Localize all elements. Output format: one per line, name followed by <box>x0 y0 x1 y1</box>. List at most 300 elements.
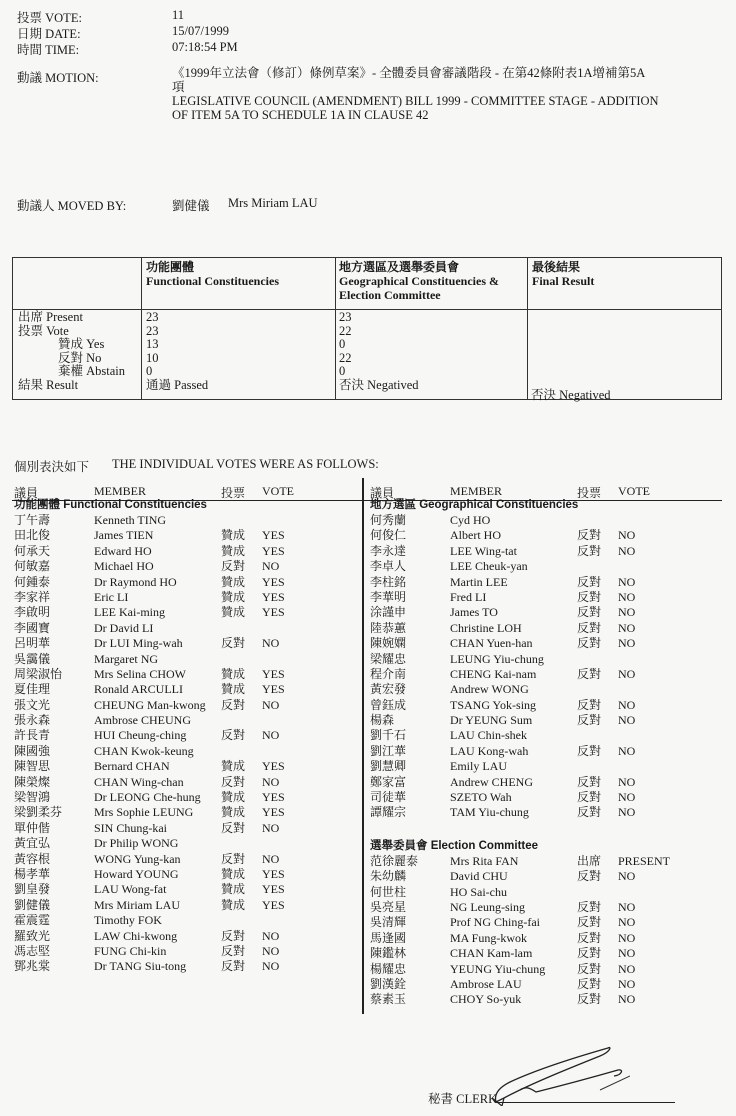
functional-result: 通過 Passed <box>146 377 209 392</box>
member-name-cn: 張文光 <box>14 697 51 712</box>
table-header-divider <box>13 309 721 310</box>
member-vote-row <box>370 728 730 743</box>
member-name-en: HO Sai-chu <box>450 884 507 899</box>
vote-cn: 贊成 <box>221 897 246 912</box>
member-vote-row <box>370 652 730 667</box>
vote-en: NO <box>618 946 636 961</box>
member-name-en: TSANG Yok-sing <box>450 697 537 712</box>
member-name-en: James TO <box>450 605 498 620</box>
member-vote-row <box>14 744 354 759</box>
vote-cn: 反對 <box>221 928 246 943</box>
member-name-cn: 吳清輝 <box>370 915 407 930</box>
member-name-cn: 張永森 <box>14 713 51 728</box>
member-name-cn: 程介南 <box>370 666 407 681</box>
member-vote-row <box>14 790 354 805</box>
vote-en: NO <box>618 790 636 805</box>
member-vote-row <box>14 544 354 559</box>
member-name-cn: 梁劉柔芬 <box>14 805 63 820</box>
member-name-en: YEUNG Yiu-chung <box>450 961 546 976</box>
member-name-cn: 黃宏發 <box>370 682 407 697</box>
vote-cn: 反對 <box>577 805 602 820</box>
vote-label: 投票 VOTE: <box>17 11 82 25</box>
member-name-en: SIN Chung-kai <box>94 820 167 835</box>
clerk-signature-icon <box>490 1040 630 1106</box>
member-vote-row <box>14 852 354 867</box>
vote-cn: 反對 <box>577 915 602 930</box>
geographical-vote-list <box>370 484 730 1008</box>
member-name-en: James TIEN <box>94 528 154 543</box>
member-name-en: Dr LUI Ming-wah <box>94 636 183 651</box>
member-name-en: Mrs Rita FAN <box>450 853 519 868</box>
member-name-cn: 譚耀宗 <box>370 805 407 820</box>
row-label-no: 反對 No <box>58 350 102 365</box>
member-vote-row <box>14 959 354 974</box>
vote-en: NO <box>262 728 280 743</box>
member-name-cn: 霍震霆 <box>14 913 51 928</box>
member-vote-row <box>14 621 354 636</box>
member-vote-row <box>14 528 354 543</box>
vote-en: NO <box>262 959 280 974</box>
member-vote-row <box>370 667 730 682</box>
member-vote-row <box>370 869 730 884</box>
member-name-cn: 司徒華 <box>370 790 407 805</box>
date-value: 15/07/1999 <box>172 24 229 38</box>
vote-cn: 反對 <box>577 666 602 681</box>
member-name-en: Dr TANG Siu-tong <box>94 959 187 974</box>
member-name-en: Dr Raymond HO <box>94 574 177 589</box>
member-name-en: Ambrose CHEUNG <box>94 713 191 728</box>
member-name-en: LAU Wong-fat <box>94 882 167 897</box>
moved-by-label: 動議人 MOVED BY: <box>17 199 127 213</box>
member-name-cn: 何世柱 <box>370 884 407 899</box>
vote-cn: 贊成 <box>221 790 246 805</box>
vote-en: NO <box>618 930 636 945</box>
member-vote-row <box>370 992 730 1007</box>
vote-cn: 反對 <box>577 697 602 712</box>
member-vote-row <box>14 605 354 620</box>
member-name-en: SZETO Wah <box>450 790 512 805</box>
member-name-cn: 田北俊 <box>14 528 51 543</box>
member-name-cn: 劉千石 <box>370 728 407 743</box>
member-name-en: Dr LEONG Che-hung <box>94 790 201 805</box>
member-name-cn: 馮志堅 <box>14 943 51 958</box>
vote-en: YES <box>262 897 285 912</box>
vote-cn: 贊成 <box>221 682 246 697</box>
vote-en: YES <box>262 682 285 697</box>
motion-en-line1: LEGISLATIVE COUNCIL (AMENDMENT) BILL 1999 - COMMITTEE STAGE - ADDITION <box>172 94 659 108</box>
member-vote-row <box>14 575 354 590</box>
member-name-cn: 陳婉嫻 <box>370 636 407 651</box>
vote-en: NO <box>618 899 636 914</box>
vote-en: NO <box>618 915 636 930</box>
vote-en: YES <box>262 589 285 604</box>
member-name-en: HUI Cheung-ching <box>94 728 187 743</box>
member-name-cn: 楊耀忠 <box>370 961 407 976</box>
member-vote-row <box>14 805 354 820</box>
functional-vote-list <box>14 484 354 975</box>
member-vote-row <box>14 559 354 574</box>
member-name-en: Fred LI <box>450 589 487 604</box>
member-name-cn: 何敏嘉 <box>14 559 51 574</box>
member-name-cn: 李永達 <box>370 543 407 558</box>
member-name-en: CHAN Wing-chan <box>94 774 184 789</box>
vote-cn: 反對 <box>577 946 602 961</box>
member-name-cn: 黃容根 <box>14 851 51 866</box>
member-name-cn: 陳智思 <box>14 759 51 774</box>
member-name-cn: 劉慧卿 <box>370 759 407 774</box>
vote-cn: 反對 <box>577 869 602 884</box>
member-name-en: NG Leung-sing <box>450 899 525 914</box>
vote-cn: 反對 <box>577 790 602 805</box>
member-name-en: Mrs Selina CHOW <box>94 666 186 681</box>
table-divider <box>141 258 142 399</box>
vote-en: YES <box>262 528 285 543</box>
member-name-en: WONG Yung-kan <box>94 851 181 866</box>
geographical-result: 否決 Negatived <box>339 377 419 392</box>
member-vote-row <box>14 636 354 651</box>
member-name-cn: 陳鑑林 <box>370 946 407 961</box>
vote-cn: 贊成 <box>221 805 246 820</box>
vote-en: YES <box>262 543 285 558</box>
member-name-cn: 吳靄儀 <box>14 651 51 666</box>
vote-cn: 反對 <box>577 899 602 914</box>
section-title-geographical: 地方選區 Geographical Constituencies <box>370 499 579 511</box>
member-vote-row <box>370 977 730 992</box>
row-label-result: 結果 Result <box>18 377 79 392</box>
member-name-cn: 鄭家富 <box>370 774 407 789</box>
vote-cn: 反對 <box>577 574 602 589</box>
vote-cn: 反對 <box>577 992 602 1007</box>
member-name-cn: 陳國強 <box>14 743 51 758</box>
member-name-cn: 何承天 <box>14 543 51 558</box>
member-vote-row <box>370 575 730 590</box>
member-name-cn: 蔡素玉 <box>370 992 407 1007</box>
vote-cn: 贊成 <box>221 574 246 589</box>
member-name-cn: 呂明華 <box>14 636 51 651</box>
row-label-yes: 贊成 Yes <box>58 337 105 351</box>
member-name-cn: 許長青 <box>14 728 51 743</box>
member-name-cn: 曾鈺成 <box>370 697 407 712</box>
member-name-cn: 劉江華 <box>370 743 407 758</box>
member-vote-row <box>14 513 354 528</box>
member-vote-row <box>14 775 354 790</box>
member-vote-row <box>14 590 354 605</box>
member-vote-row <box>370 605 730 620</box>
vote-en: NO <box>262 851 280 866</box>
member-vote-row <box>14 944 354 959</box>
vote-en: NO <box>618 605 636 620</box>
member-name-en: Andrew WONG <box>450 682 529 697</box>
member-name-en: Howard YOUNG <box>94 866 179 881</box>
member-vote-row <box>370 559 730 574</box>
member-name-en: Ronald ARCULLI <box>94 682 183 697</box>
vote-cn: 反對 <box>577 774 602 789</box>
member-vote-row <box>370 513 730 528</box>
vote-cn: 反對 <box>221 697 246 712</box>
vote-en: YES <box>262 666 285 681</box>
list-header: 議員 MEMBER 投票 VOTE <box>14 484 294 500</box>
vote-number: 11 <box>172 8 185 22</box>
member-name-cn: 楊森 <box>370 713 395 728</box>
member-name-en: TAM Yiu-chung <box>450 805 529 820</box>
member-name-cn: 李啟明 <box>14 605 51 620</box>
vote-cn: 反對 <box>577 930 602 945</box>
section-title-functional: 功能團體 Functional Constituencies <box>14 499 207 511</box>
column-divider <box>362 478 364 1014</box>
member-name-en: Dr David LI <box>94 620 154 635</box>
member-name-cn: 鄧兆棠 <box>14 959 51 974</box>
member-name-en: Prof NG Ching-fai <box>450 915 540 930</box>
vote-cn: 反對 <box>577 528 602 543</box>
vote-en: NO <box>618 869 636 884</box>
vote-cn: 贊成 <box>221 589 246 604</box>
member-vote-row <box>370 636 730 651</box>
member-vote-row <box>14 759 354 774</box>
member-name-en: Christine LOH <box>450 620 522 635</box>
vote-cn: 贊成 <box>221 605 246 620</box>
member-vote-row <box>14 682 354 697</box>
member-vote-row <box>370 744 730 759</box>
member-vote-row <box>14 713 354 728</box>
vote-en: PRESENT <box>618 853 671 868</box>
vote-en: YES <box>262 882 285 897</box>
member-vote-row <box>370 682 730 697</box>
member-name-cn: 羅致光 <box>14 928 51 943</box>
vote-cn: 反對 <box>221 636 246 651</box>
member-name-cn: 楊孝華 <box>14 866 51 881</box>
vote-cn: 反對 <box>221 851 246 866</box>
functional-values: 23 23 13 10 0 通過 Passed <box>146 310 209 392</box>
vote-en: NO <box>618 620 636 635</box>
member-vote-row <box>370 946 730 961</box>
vote-en: NO <box>618 528 636 543</box>
member-vote-row <box>14 882 354 897</box>
member-name-en: LEE Cheuk-yan <box>450 559 528 574</box>
motion-label: 動議 MOTION: <box>17 71 99 85</box>
member-vote-row <box>14 867 354 882</box>
member-name-en: Martin LEE <box>450 574 508 589</box>
vote-en: YES <box>262 605 285 620</box>
vote-cn: 贊成 <box>221 759 246 774</box>
member-vote-row <box>370 528 730 543</box>
member-name-en: Albert HO <box>450 528 501 543</box>
member-name-en: LAW Chi-kwong <box>94 928 178 943</box>
vote-en: NO <box>618 666 636 681</box>
member-vote-row <box>14 821 354 836</box>
row-label-abstain: 棄權 Abstain <box>58 364 126 378</box>
member-name-en: CHEUNG Man-kwong <box>94 697 206 712</box>
member-name-en: Mrs Sophie LEUNG <box>94 805 194 820</box>
motion-en-line2: OF ITEM 5A TO SCHEDULE 1A IN CLAUSE 42 <box>172 108 429 122</box>
member-name-en: FUNG Chi-kin <box>94 943 167 958</box>
member-name-en: Emily LAU <box>450 759 507 774</box>
vote-cn: 贊成 <box>221 866 246 881</box>
vote-en: NO <box>262 820 280 835</box>
vote-en: NO <box>618 774 636 789</box>
vote-cn: 反對 <box>577 589 602 604</box>
member-name-cn: 吳亮星 <box>370 899 407 914</box>
vote-en: NO <box>618 805 636 820</box>
col-header-final: 最後結果 Final Result <box>532 260 595 288</box>
vote-cn: 反對 <box>577 636 602 651</box>
member-name-cn: 單仲偕 <box>14 820 51 835</box>
vote-cn: 反對 <box>577 976 602 991</box>
intro-cn: 個別表決如下 <box>14 460 90 474</box>
member-vote-row <box>370 931 730 946</box>
vote-cn: 反對 <box>577 743 602 758</box>
member-name-cn: 李柱銘 <box>370 574 407 589</box>
member-vote-row <box>370 962 730 977</box>
member-name-cn: 劉健儀 <box>14 897 51 912</box>
vote-en: NO <box>262 943 280 958</box>
member-name-en: CHAN Kwok-keung <box>94 743 194 758</box>
list-header: 議員 MEMBER 投票 VOTE <box>370 484 650 500</box>
motion-cn-line2: 項 <box>172 80 185 94</box>
member-name-en: LAU Chin-shek <box>450 728 527 743</box>
member-vote-row <box>370 915 730 930</box>
vote-cn: 反對 <box>221 943 246 958</box>
member-name-cn: 馬逢國 <box>370 930 407 945</box>
vote-cn: 贊成 <box>221 528 246 543</box>
vote-en: NO <box>618 961 636 976</box>
member-name-cn: 何秀蘭 <box>370 513 407 527</box>
vote-en: NO <box>618 636 636 651</box>
member-vote-row <box>370 775 730 790</box>
member-name-cn: 劉皇發 <box>14 882 51 897</box>
member-name-cn: 何鍾泰 <box>14 574 51 589</box>
member-name-en: LEUNG Yiu-chung <box>450 651 544 666</box>
vote-en: YES <box>262 574 285 589</box>
vote-cn: 反對 <box>221 774 246 789</box>
member-name-cn: 梁耀忠 <box>370 651 407 666</box>
vote-cn: 反對 <box>577 605 602 620</box>
member-name-en: Cyd HO <box>450 513 491 527</box>
motion-cn-line1: 《1999年立法會（修訂）條例草案》- 全體委員會審議階段 - 在第42條附表1A增補第5A <box>172 66 646 80</box>
vote-en: YES <box>262 790 285 805</box>
member-vote-row <box>14 836 354 851</box>
member-name-en: CHENG Kai-nam <box>450 666 537 681</box>
vote-en: YES <box>262 759 285 774</box>
member-name-cn: 黃宜弘 <box>14 836 51 851</box>
member-name-en: CHAN Yuen-han <box>450 636 533 651</box>
member-name-cn: 周梁淑怡 <box>14 666 63 681</box>
member-name-en: Timothy FOK <box>94 913 162 928</box>
row-label-present: 出席 Present <box>18 310 83 324</box>
final-result: 否決 Negatived <box>531 388 611 402</box>
vote-cn: 反對 <box>577 961 602 976</box>
member-name-en: Michael HO <box>94 559 154 574</box>
col-header-geographical: 地方選區及選舉委員會 Geographical Constituencies & Election Committee <box>339 260 499 302</box>
vote-cn: 反對 <box>221 559 246 574</box>
vote-en: NO <box>618 976 636 991</box>
member-vote-row <box>370 854 730 869</box>
vote-en: NO <box>618 589 636 604</box>
member-vote-row <box>370 790 730 805</box>
vote-cn: 反對 <box>577 713 602 728</box>
vote-cn: 反對 <box>577 543 602 558</box>
vote-en: NO <box>618 543 636 558</box>
vote-cn: 贊成 <box>221 543 246 558</box>
vote-en: NO <box>618 713 636 728</box>
member-name-cn: 李家祥 <box>14 589 51 604</box>
member-vote-row <box>370 698 730 713</box>
member-name-en: MA Fung-kwok <box>450 930 528 945</box>
date-label: 日期 DATE: <box>17 27 81 41</box>
vote-en: NO <box>262 559 280 574</box>
member-name-en: Ambrose LAU <box>450 976 522 991</box>
member-vote-row <box>370 900 730 915</box>
member-name-cn: 劉漢銓 <box>370 976 407 991</box>
member-name-en: Margaret NG <box>94 651 159 666</box>
member-vote-row <box>14 728 354 743</box>
member-name-en: Edward HO <box>94 543 152 558</box>
member-name-cn: 丁午壽 <box>14 513 51 527</box>
member-name-cn: 李華明 <box>370 589 407 604</box>
member-vote-row <box>370 544 730 559</box>
intro-en: THE INDIVIDUAL VOTES WERE AS FOLLOWS: <box>112 457 379 471</box>
member-name-cn: 夏佳理 <box>14 682 51 697</box>
member-vote-row <box>14 929 354 944</box>
vote-cn: 反對 <box>577 620 602 635</box>
member-name-en: Mrs Miriam LAU <box>94 897 180 912</box>
table-divider <box>335 258 336 399</box>
member-name-en: CHOY So-yuk <box>450 992 522 1007</box>
section-title-election: 選舉委員會 Election Committee <box>370 839 539 852</box>
vote-en: NO <box>618 743 636 758</box>
table-divider <box>527 258 528 399</box>
vote-cn: 贊成 <box>221 666 246 681</box>
member-vote-row <box>14 898 354 913</box>
member-name-en: Dr Philip WONG <box>94 836 179 851</box>
member-name-cn: 李國寶 <box>14 620 51 635</box>
member-name-en: David CHU <box>450 869 508 884</box>
member-name-cn: 李卓人 <box>370 559 407 574</box>
member-name-en: CHAN Kam-lam <box>450 946 533 961</box>
vote-cn: 反對 <box>221 728 246 743</box>
vote-cn: 出席 <box>577 853 602 868</box>
member-name-en: Bernard CHAN <box>94 759 170 774</box>
vote-en: NO <box>262 697 280 712</box>
member-name-cn: 朱幼麟 <box>370 869 407 884</box>
member-name-en: LEE Kai-ming <box>94 605 165 620</box>
member-vote-row <box>14 652 354 667</box>
summary-row-labels <box>18 311 125 392</box>
member-vote-row <box>14 913 354 928</box>
vote-cn: 贊成 <box>221 882 246 897</box>
row-label-vote: 投票 Vote <box>18 323 69 338</box>
vote-en: YES <box>262 805 285 820</box>
vote-en: NO <box>262 636 280 651</box>
member-name-cn: 何俊仁 <box>370 528 407 543</box>
member-vote-row <box>370 885 730 900</box>
member-name-en: Eric LI <box>94 589 129 604</box>
summary-table <box>12 257 722 400</box>
member-name-cn: 陸恭蕙 <box>370 620 407 635</box>
member-vote-row <box>14 667 354 682</box>
member-vote-row <box>370 590 730 605</box>
member-name-cn: 梁智鴻 <box>14 790 51 805</box>
member-name-cn: 陳榮燦 <box>14 774 51 789</box>
clerk-label: 秘書 CLERK <box>428 1092 498 1106</box>
vote-cn: 反對 <box>221 820 246 835</box>
member-name-en: Andrew CHENG <box>450 774 533 789</box>
member-name-cn: 涂謹申 <box>370 605 407 620</box>
member-name-en: Kenneth TING <box>94 513 167 527</box>
member-vote-row <box>370 621 730 636</box>
col-header-functional: 功能團體 Functional Constituencies <box>146 260 280 288</box>
vote-en: YES <box>262 866 285 881</box>
member-vote-row <box>370 759 730 774</box>
